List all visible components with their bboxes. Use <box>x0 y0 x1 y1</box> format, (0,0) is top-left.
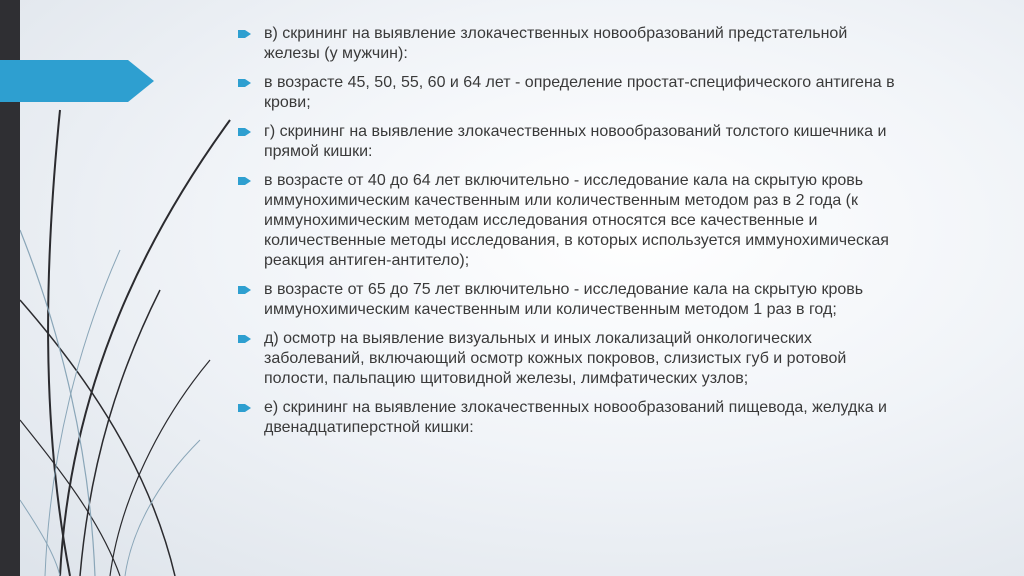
bullet-item <box>238 280 898 320</box>
arrow-bullet-icon <box>238 285 251 295</box>
slide-content <box>238 24 898 447</box>
arrow-bullet-icon <box>238 403 251 413</box>
bullet-text: д) осмотр на выявление визуальных и иных локализаций онкологических заболеваний, включающий осмотр кожных покровов, слизистых губ и ротовой полости, пальпацию щитовидной железы, лимфатических узлов; <box>264 330 847 387</box>
bullet-list <box>238 24 898 438</box>
bullet-item <box>238 73 898 113</box>
bullet-item <box>238 24 898 64</box>
bullet-text: е) скрининг на выявление злокачественных новообразований пищевода, желудка и двенадцатиперстной кишки: <box>264 399 887 436</box>
bullet-item <box>238 122 898 162</box>
arrow-bullet-icon <box>238 127 251 137</box>
bullet-text: в возрасте 45, 50, 55, 60 и 64 лет - определение простат-специфического антигена в крови; <box>264 74 895 111</box>
bullet-item <box>238 398 898 438</box>
bullet-text: г) скрининг на выявление злокачественных новообразований толстого кишечника и прямой кишки: <box>264 123 887 160</box>
arrow-bullet-icon <box>238 176 251 186</box>
arrow-bullet-icon <box>238 29 251 39</box>
bullet-text: в возрасте от 40 до 64 лет включительно - исследование кала на скрытую кровь иммунохимическим качественным или количественным методом раз в 2 года (к иммунохимическим методам исследования относятся все качественные и количественные методы исследования, в которых используется иммунохимическая реакция антиген-антитело); <box>264 172 889 269</box>
bullet-item <box>238 171 898 271</box>
accent-arrow-shape <box>0 60 154 102</box>
bullet-text: в) скрининг на выявление злокачественных новообразований предстательной железы (у мужчин): <box>264 25 848 62</box>
arrow-bullet-icon <box>238 334 251 344</box>
bullet-text: в возрасте от 65 до 75 лет включительно - исследование кала на скрытую кровь иммунохимическим качественным или количественным методом 1 раз в год; <box>264 281 864 318</box>
arrow-bullet-icon <box>238 78 251 88</box>
bullet-item <box>238 329 898 389</box>
